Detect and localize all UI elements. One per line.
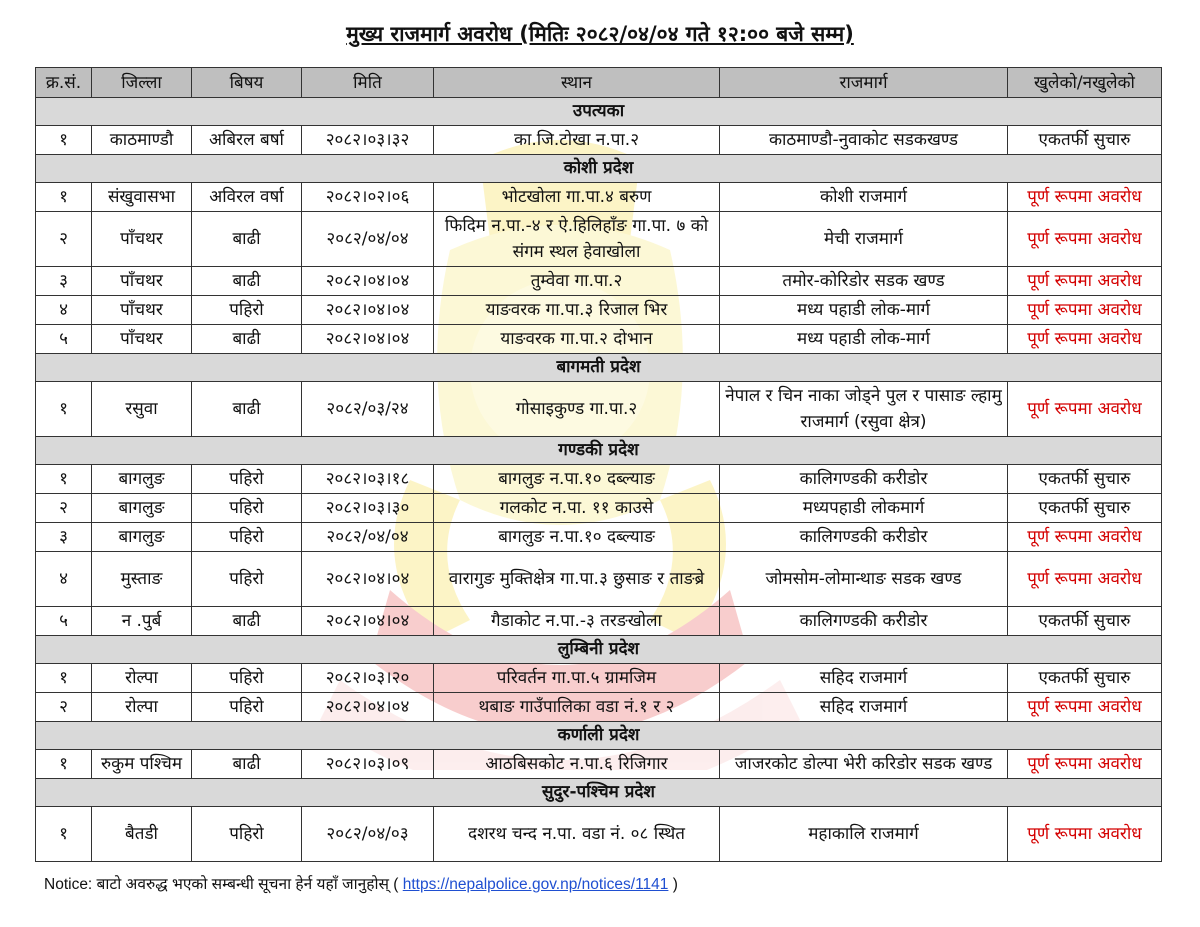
cell-status: पूर्ण रूपमा अवरोध <box>1008 267 1162 296</box>
table-row <box>36 607 1162 636</box>
cell-district: बागलुङ <box>92 465 192 494</box>
cell-date: २०८२/०४/०४ <box>302 523 434 552</box>
header-subject: बिषय <box>192 68 302 98</box>
section-row <box>36 779 1162 807</box>
cell-status: पूर्ण रूपमा अवरोध <box>1008 807 1162 862</box>
cell-highway: जाजरकोट डोल्पा भेरी करिडोर सडक खण्ड <box>720 750 1008 779</box>
cell-subject: बाढी <box>192 267 302 296</box>
section-title: कोशी प्रदेश <box>36 155 1162 183</box>
cell-date: २०८२/०३/२४ <box>302 382 434 437</box>
cell-highway: जोमसोम-लोमान्थाङ सडक खण्ड <box>720 552 1008 607</box>
section-title: बागमती प्रदेश <box>36 354 1162 382</box>
cell-date: २०८२।०४।०४ <box>302 296 434 325</box>
cell-serial: ३ <box>36 523 92 552</box>
table-row <box>36 693 1162 722</box>
section-row <box>36 437 1162 465</box>
cell-place: थबाङ गाउँपालिका वडा नं.१ र २ <box>434 693 720 722</box>
cell-status: एकतर्फी सुचारु <box>1008 494 1162 523</box>
table-row <box>36 126 1162 155</box>
cell-highway: कालिगण्डकी करीडोर <box>720 523 1008 552</box>
cell-status: एकतर्फी सुचारु <box>1008 664 1162 693</box>
section-title: उपत्यका <box>36 98 1162 126</box>
cell-place: वारागुङ मुक्तिक्षेत्र गा.पा.३ छुसाङ र ताङब्रे <box>434 552 720 607</box>
section-title: कर्णाली प्रदेश <box>36 722 1162 750</box>
cell-subject: पहिरो <box>192 552 302 607</box>
cell-date: २०८२।०४।०४ <box>302 267 434 296</box>
cell-subject: पहिरो <box>192 693 302 722</box>
cell-subject: पहिरो <box>192 494 302 523</box>
cell-status: एकतर्फी सुचारु <box>1008 607 1162 636</box>
cell-serial: २ <box>36 212 92 267</box>
cell-date: २०८२/०४/०४ <box>302 212 434 267</box>
cell-serial: १ <box>36 183 92 212</box>
cell-district: रसुवा <box>92 382 192 437</box>
cell-place: गोसाइकुण्ड गा.पा.२ <box>434 382 720 437</box>
header-status: खुलेको/नखुलेको <box>1008 68 1162 98</box>
cell-subject: बाढी <box>192 212 302 267</box>
header-place: स्थान <box>434 68 720 98</box>
cell-highway: तमोर-कोरिडोर सडक खण्ड <box>720 267 1008 296</box>
cell-status: पूर्ण रूपमा अवरोध <box>1008 325 1162 354</box>
cell-district: मुस्ताङ <box>92 552 192 607</box>
section-row <box>36 155 1162 183</box>
table-row <box>36 382 1162 437</box>
cell-place: का.जि.टोखा न.पा.२ <box>434 126 720 155</box>
cell-serial: ४ <box>36 552 92 607</box>
cell-status: पूर्ण रूपमा अवरोध <box>1008 212 1162 267</box>
cell-subject: पहिरो <box>192 523 302 552</box>
cell-serial: १ <box>36 750 92 779</box>
section-row <box>36 354 1162 382</box>
cell-district: पाँचथर <box>92 296 192 325</box>
cell-serial: १ <box>36 382 92 437</box>
cell-district: बैतडी <box>92 807 192 862</box>
section-title: सुदुर-पश्चिम प्रदेश <box>36 779 1162 807</box>
cell-serial: २ <box>36 494 92 523</box>
cell-district: पाँचथर <box>92 325 192 354</box>
table-row <box>36 807 1162 862</box>
cell-subject: बाढी <box>192 750 302 779</box>
cell-highway: कालिगण्डकी करीडोर <box>720 465 1008 494</box>
table-row <box>36 523 1162 552</box>
cell-place: आठबिसकोट न.पा.६ रिजिगार <box>434 750 720 779</box>
cell-status: एकतर्फी सुचारु <box>1008 126 1162 155</box>
cell-date: २०८२।०३।३० <box>302 494 434 523</box>
table-row <box>36 465 1162 494</box>
cell-serial: २ <box>36 693 92 722</box>
cell-status: पूर्ण रूपमा अवरोध <box>1008 523 1162 552</box>
cell-status: पूर्ण रूपमा अवरोध <box>1008 552 1162 607</box>
cell-subject: बाढी <box>192 325 302 354</box>
cell-date: २०८२।०४।०४ <box>302 607 434 636</box>
cell-place: बागलुङ न.पा.१० दब्ल्याङ <box>434 465 720 494</box>
cell-serial: १ <box>36 465 92 494</box>
cell-place: भोटखोला गा.पा.४ बरुण <box>434 183 720 212</box>
cell-highway: काठमाण्डौ-नुवाकोट सडकखण्ड <box>720 126 1008 155</box>
notice-link[interactable]: https://nepalpolice.gov.np/notices/1141 <box>402 876 669 893</box>
cell-highway: महाकालि राजमार्ग <box>720 807 1008 862</box>
cell-district: पाँचथर <box>92 267 192 296</box>
cell-serial: १ <box>36 664 92 693</box>
cell-district: रुकुम पश्चिम <box>92 750 192 779</box>
header-district: जिल्ला <box>92 68 192 98</box>
cell-place: परिवर्तन गा.पा.५ ग्रामजिम <box>434 664 720 693</box>
cell-place: याङवरक गा.पा.३ रिजाल भिर <box>434 296 720 325</box>
table-row <box>36 750 1162 779</box>
cell-serial: ५ <box>36 325 92 354</box>
cell-date: २०८२।०४।०४ <box>302 693 434 722</box>
cell-highway: मध्य पहाडी लोक-मार्ग <box>720 296 1008 325</box>
section-title: लुम्बिनी प्रदेश <box>36 636 1162 664</box>
section-row <box>36 722 1162 750</box>
table-row <box>36 552 1162 607</box>
cell-status: एकतर्फी सुचारु <box>1008 465 1162 494</box>
cell-place: फिदिम न.पा.-४ र ऐ.हिलिहाँङ गा.पा. ७ को संगम स्थल हेवाखोला <box>434 212 720 267</box>
notice-close-paren: ) <box>672 876 678 893</box>
cell-place: गलकोट न.पा. ११ काउसे <box>434 494 720 523</box>
table-body <box>36 98 1162 862</box>
cell-place: याङवरक गा.पा.२ दोभान <box>434 325 720 354</box>
cell-place: तुम्वेवा गा.पा.२ <box>434 267 720 296</box>
cell-subject: पहिरो <box>192 807 302 862</box>
cell-district: न .पुर्ब <box>92 607 192 636</box>
cell-status: पूर्ण रूपमा अवरोध <box>1008 693 1162 722</box>
cell-highway: सहिद राजमार्ग <box>720 664 1008 693</box>
cell-district: रोल्पा <box>92 693 192 722</box>
header-date: मिति <box>302 68 434 98</box>
page-title: मुख्य राजमार्ग अवरोध (मितिः २०८२/०४/०४ गते १२:०० बजे सम्म) <box>346 22 854 46</box>
table-row <box>36 212 1162 267</box>
highway-obstruction-table <box>35 67 1162 862</box>
cell-serial: ४ <box>36 296 92 325</box>
cell-district: रोल्पा <box>92 664 192 693</box>
table-row <box>36 296 1162 325</box>
cell-place: बागलुङ न.पा.१० दब्ल्याङ <box>434 523 720 552</box>
header-serial: क्र.सं. <box>36 68 92 98</box>
cell-status: पूर्ण रूपमा अवरोध <box>1008 750 1162 779</box>
cell-district: संखुवासभा <box>92 183 192 212</box>
notice-line <box>44 872 678 894</box>
cell-district: पाँचथर <box>92 212 192 267</box>
cell-date: २०८२।०३।२० <box>302 664 434 693</box>
cell-highway: नेपाल र चिन नाका जोड्ने पुल र पासाङ ल्हामु राजमार्ग (रसुवा क्षेत्र) <box>720 382 1008 437</box>
cell-serial: १ <box>36 807 92 862</box>
table-row <box>36 183 1162 212</box>
table-row <box>36 494 1162 523</box>
cell-district: काठमाण्डौ <box>92 126 192 155</box>
cell-serial: ३ <box>36 267 92 296</box>
cell-date: २०८२।०३।०९ <box>302 750 434 779</box>
cell-status: पूर्ण रूपमा अवरोध <box>1008 183 1162 212</box>
cell-subject: अविरल वर्षा <box>192 183 302 212</box>
table-row <box>36 664 1162 693</box>
cell-highway: मध्य पहाडी लोक-मार्ग <box>720 325 1008 354</box>
cell-highway: कालिगण्डकी करीडोर <box>720 607 1008 636</box>
cell-date: २०८२।०४।०४ <box>302 552 434 607</box>
cell-place: दशरथ चन्द न.पा. वडा नं. ०८ स्थित <box>434 807 720 862</box>
cell-subject: पहिरो <box>192 296 302 325</box>
cell-place: गैडाकोट न.पा.-३ तरङखोला <box>434 607 720 636</box>
header-highway: राजमार्ग <box>720 68 1008 98</box>
table-row <box>36 267 1162 296</box>
cell-status: पूर्ण रूपमा अवरोध <box>1008 296 1162 325</box>
cell-date: २०८२।०३।१८ <box>302 465 434 494</box>
cell-subject: पहिरो <box>192 465 302 494</box>
cell-district: बागलुङ <box>92 523 192 552</box>
cell-subject: बाढी <box>192 607 302 636</box>
cell-subject: अबिरल बर्षा <box>192 126 302 155</box>
cell-date: २०८२।०२।०६ <box>302 183 434 212</box>
cell-date: २०८२।०३।३२ <box>302 126 434 155</box>
notice-text: Notice: बाटो अवरुद्ध भएको सम्बन्धी सूचना हेर्न यहाँ जानुहोस् ( <box>44 876 399 893</box>
cell-district: बागलुङ <box>92 494 192 523</box>
cell-serial: १ <box>36 126 92 155</box>
table-row <box>36 325 1162 354</box>
cell-date: २०८२।०४।०४ <box>302 325 434 354</box>
cell-serial: ५ <box>36 607 92 636</box>
cell-highway: मेची राजमार्ग <box>720 212 1008 267</box>
section-row <box>36 98 1162 126</box>
cell-highway: कोशी राजमार्ग <box>720 183 1008 212</box>
table-header-row <box>36 68 1162 98</box>
section-title: गण्डकी प्रदेश <box>36 437 1162 465</box>
cell-subject: पहिरो <box>192 664 302 693</box>
cell-subject: बाढी <box>192 382 302 437</box>
cell-highway: सहिद राजमार्ग <box>720 693 1008 722</box>
cell-status: पूर्ण रूपमा अवरोध <box>1008 382 1162 437</box>
section-row <box>36 636 1162 664</box>
cell-highway: मध्यपहाडी लोकमार्ग <box>720 494 1008 523</box>
cell-date: २०८२/०४/०३ <box>302 807 434 862</box>
